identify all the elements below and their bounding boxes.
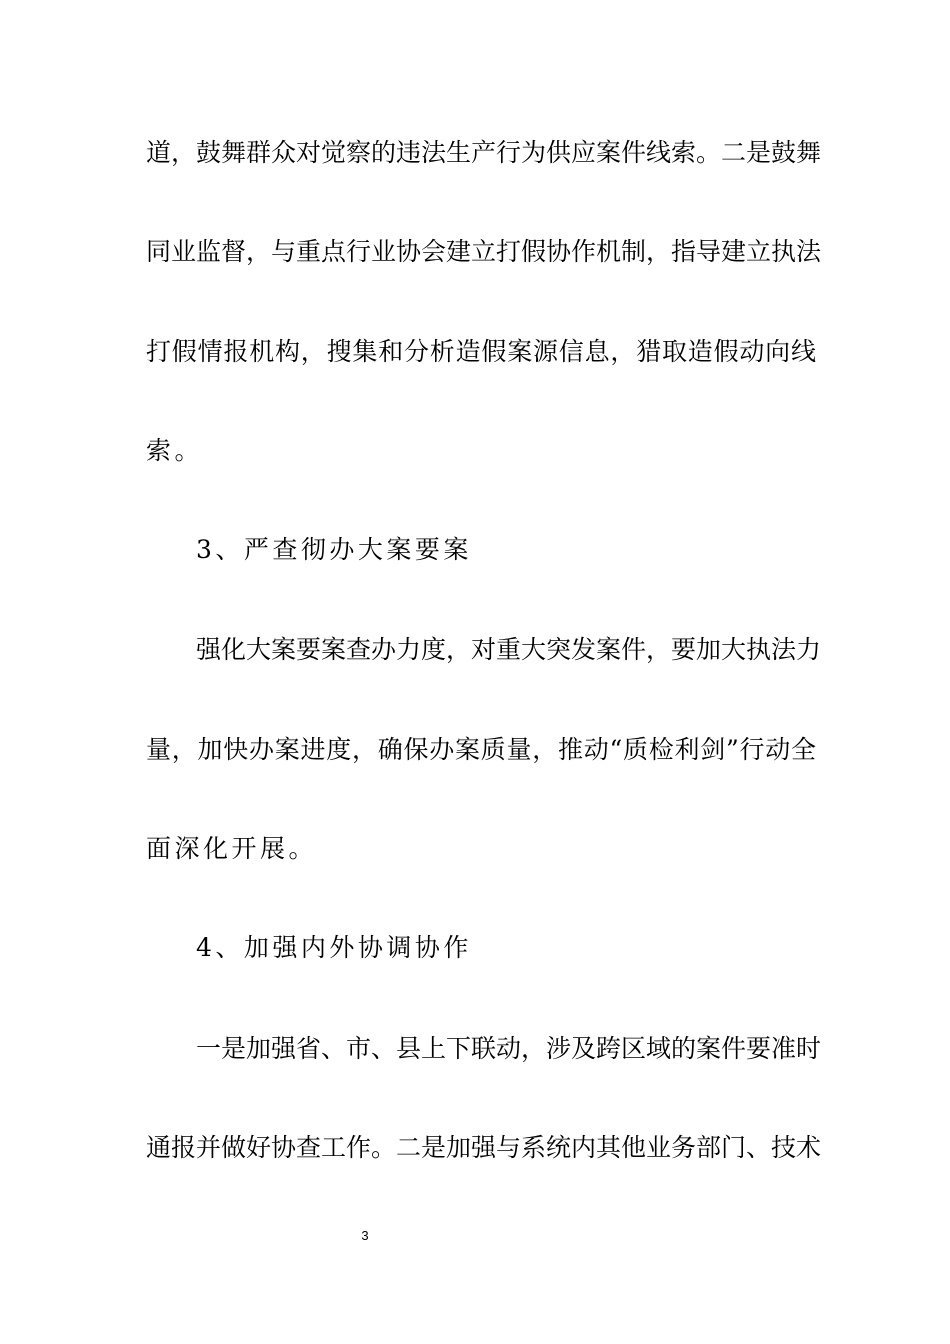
paragraph-line: 通报并做好协查工作。二是加强与系统内其他业务部门、技术 (146, 1133, 822, 1162)
section-heading: 3、严查彻办大案要案 (196, 535, 472, 564)
page-number: 3 (361, 1228, 369, 1243)
section-heading: 4、加强内外协调协作 (196, 933, 472, 962)
paragraph-line: 打假情报机构，搜集和分析造假案源信息，猎取造假动向线 (146, 337, 816, 366)
paragraph-line: 量，加快办案进度，确保办案质量，推动“质检利剑”行动全 (146, 735, 816, 764)
paragraph-line: 面深化开展。 (146, 834, 318, 863)
paragraph-line: 同业监督，与重点行业协会建立打假协作机制，指导建立执法 (146, 237, 822, 266)
paragraph-line: 强化大案要案查办力度，对重大突发案件，要加大执法力 (196, 635, 822, 664)
paragraph-line: 索。 (146, 436, 204, 465)
paragraph-line: 道，鼓舞群众对觉察的违法生产行为供应案件线索。二是鼓舞 (146, 138, 822, 167)
paragraph-line: 一是加强省、市、县上下联动，涉及跨区域的案件要准时 (196, 1034, 822, 1063)
